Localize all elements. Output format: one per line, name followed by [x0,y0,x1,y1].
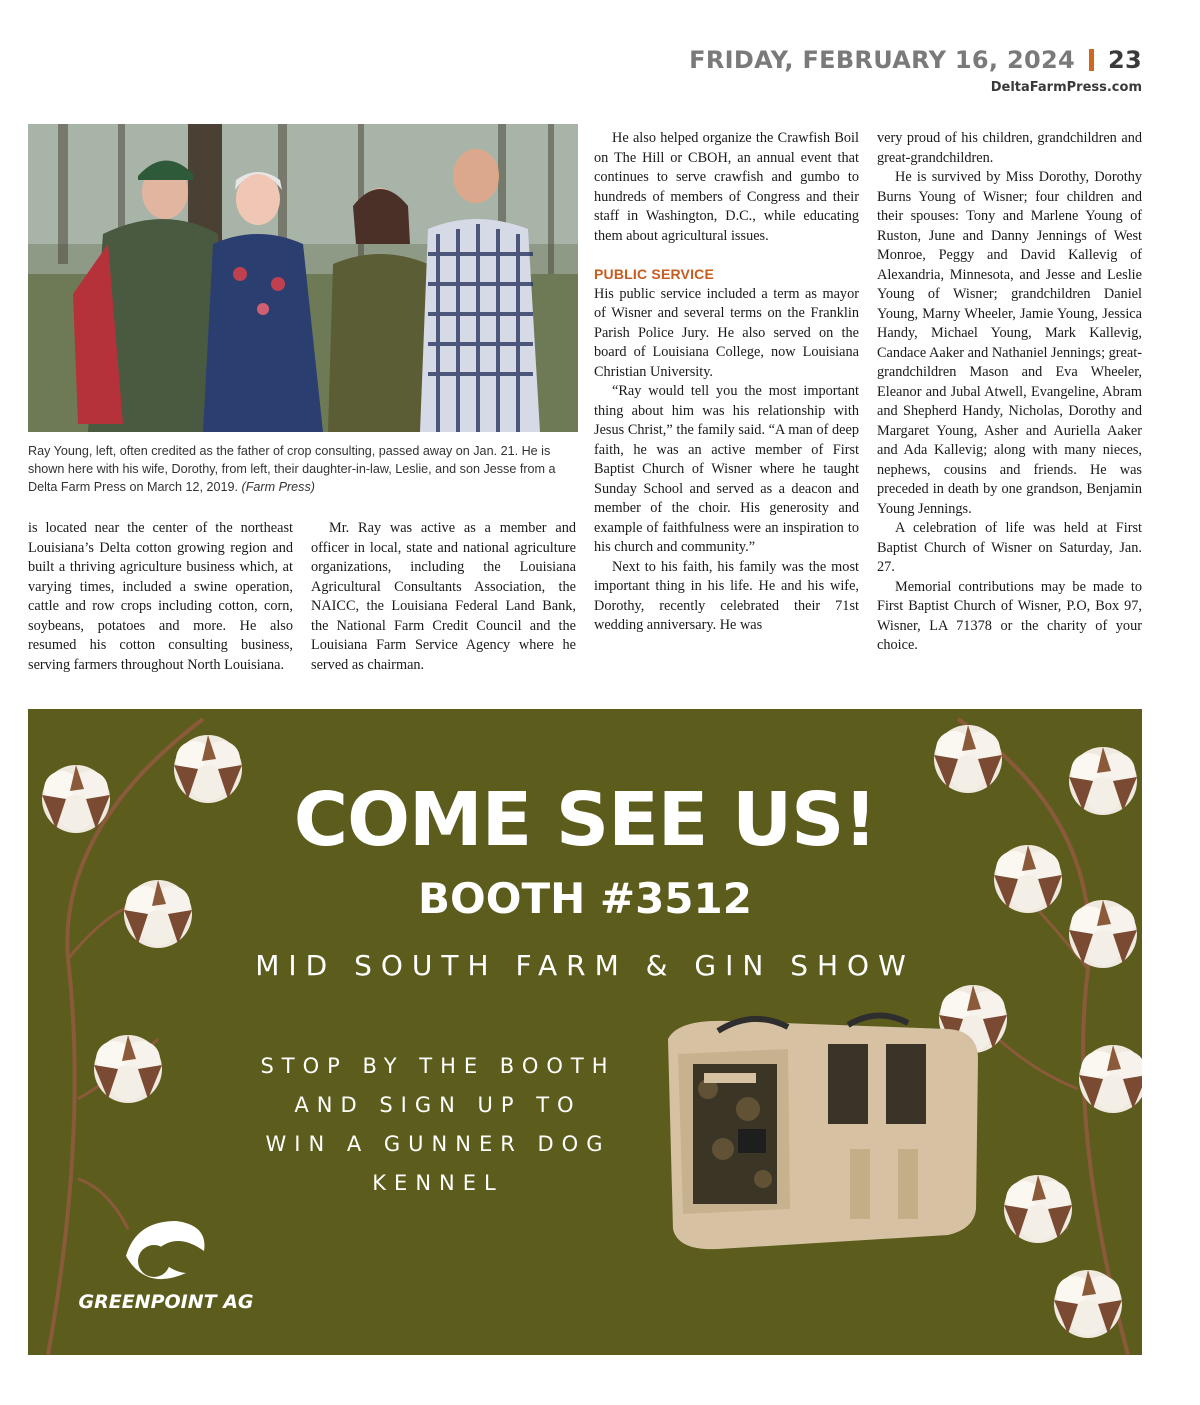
masthead-separator [1089,49,1094,71]
advertisement[interactable] [28,709,1142,1355]
photo-credit: (Farm Press) [241,480,315,494]
article-column-3 [594,129,859,636]
greenpoint-logo [66,1209,266,1329]
issue-date: FRIDAY, FEBRUARY 16, 2024 [689,46,1075,74]
show-name: MID SOUTH FARM & GIN SHOW [255,949,915,982]
article-column-2 [311,519,576,675]
article-paragraph: Memorial contributions may be made to First Baptist Church of Wisner, P.O, Box 97, Wisner, LA 71378 or the charity of your choice. [877,578,1142,653]
ad-headline: COME SEE US! [293,777,877,863]
article-column-1 [28,519,293,675]
article-paragraph: Next to his faith, his family was the most important thing in his life. He and his wife, Dorothy, recently celebrated their 71st wedding anniversary. He was [594,558,859,633]
promo-line: KENNEL [372,1171,504,1195]
article-paragraph: His public service included a term as mayor of Wisner and several terms on the Franklin Parish Police Jury. He also served on the board of Louisiana College, now Louisiana Christian University. [594,285,859,380]
section-subhead: PUBLIC SERVICE [594,266,715,282]
masthead [689,46,1142,95]
caption-text: Ray Young, left, often credited as the father of crop consulting, passed away on Jan. 21. He is shown here with his wife, Dorothy, from left, their daughter-in-law, Leslie, and son Jesse from a Delta Farm Press on March 12, 2019. [28,444,556,494]
family-photo-illustration [28,124,578,432]
masthead-line [689,46,1142,74]
logo-text: GREENPOINT AG [78,1291,254,1313]
article-paragraph: He is survived by Miss Dorothy, Dorothy Burns Young of Wisner; four children and their spouses: Tony and Marlene Young of Ruston, June and Danny Jennings of West Monroe, Peggy and David Kallevig of Alexandria, Minnesota, and Jesse and Leslie Young of Wisner; grandchildren Daniel Young, Marny Wheeler, Jamie Young, Jessica Handy, Michael Young, Mark Kallevig, Candace Aaker and Nathaniel Jennings; great-grandchildren Mason and Eva Wheeler, Eleanor and Jubal Atwell, Evangeline, Abram and Shepherd Handy, Nicholas, Dorothy and Margaret Young, Asher and Auriella Aaker and Ada Kallevig; along with many nieces, nephews, cousins and friends. He was preceded in death by one grandson, Benjamin Young Jennings. [877,169,1142,517]
dog-kennel-illustration [668,1015,978,1249]
article-paragraph: A celebration of life was held at First Baptist Church of Wisner on Saturday, Jan. 27. [877,520,1142,575]
article-paragraph: He also helped organize the Crawfish Boil on The Hill or CBOH, an annual event that continues to serve crawfish and gumbo to hundreds of members of Congress and their staff in Washington, D.C., while educating them about agricultural issues. [594,130,859,244]
article-paragraph: “Ray would tell you the most important thing about him was his relationship with Jesus Christ,” the family said. “A man of deep faith, he was an active member of First Baptist Church of Wisner where he taught Sunday School and served as a deacon and member of the choir. His generosity and example of faithfulness were an inspiration to his church and community.” [594,383,859,555]
photo-caption [28,442,578,496]
promo-line: STOP BY THE BOOTH [260,1054,616,1078]
article-paragraph: is located near the center of the northeast Louisiana’s Delta cotton growing region and built a thriving agriculture business which, at varying times, included a swine operation, cattle and row crops including cotton, corn, soybeans, potatoes and more. He also resumed his cotton consulting business, serving farmers throughout North Louisiana. [28,520,293,673]
promo-line: AND SIGN UP TO [294,1093,582,1117]
booth-number: BOOTH #3512 [418,874,752,923]
article-paragraph: very proud of his children, grandchildren and great-grandchildren. [877,130,1142,166]
page-number: 23 [1108,46,1142,74]
family-photo [28,124,578,432]
website-link[interactable]: DeltaFarmPress.com [990,80,1142,95]
article-paragraph: Mr. Ray was active as a member and officer in local, state and national agriculture organizations, including the Louisiana Agricultural Consultants Association, the NAICC, the Louisiana Federal Land Bank, the National Farm Credit Council and the Louisiana Farm Service Agency where he served as chairman. [311,520,576,673]
promo-line: WIN A GUNNER DOG [265,1132,611,1156]
promo-text [228,1047,648,1203]
article-column-4 [877,129,1142,656]
